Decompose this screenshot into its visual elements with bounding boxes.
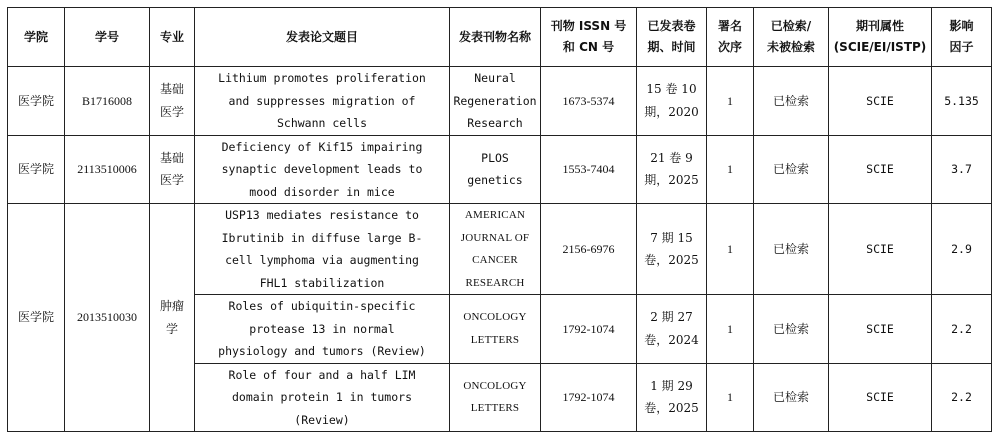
major-cell: 肿瘤 学: [150, 204, 195, 432]
impact-cell: 3.7: [932, 135, 992, 204]
volume-cell: 2 期 27 卷，2024: [637, 295, 707, 364]
journal-cell: Neural Regeneration Research: [450, 67, 541, 136]
issn-cell: 1553-7404: [541, 135, 637, 204]
issn-cell: 1792-1074: [541, 295, 637, 364]
attribute-cell: SCIE: [829, 363, 932, 432]
header-impact-line1: 影响: [949, 19, 974, 33]
paper-title-cell: Lithium promotes proliferation and suppresses migration of Schwann cells: [195, 67, 450, 136]
author-order-cell: 1: [707, 135, 754, 204]
college-cell: 医学院: [8, 135, 65, 204]
attribute-cell: SCIE: [829, 135, 932, 204]
major-cell: 基础 医学: [150, 135, 195, 204]
header-paper-title: 发表论文题目: [195, 8, 450, 67]
issn-cell: 1792-1074: [541, 363, 637, 432]
college-cell: 医学院: [8, 204, 65, 432]
journal-cell: AMERICAN JOURNAL OF CANCER RESEARCH: [450, 204, 541, 295]
header-indexed: [754, 8, 829, 67]
table-row: [8, 67, 992, 136]
student-id-cell: 2013510030: [65, 204, 150, 432]
journal-cell: ONCOLOGY LETTERS: [450, 295, 541, 364]
major-cell: 基础 医学: [150, 67, 195, 136]
impact-cell: 5.135: [932, 67, 992, 136]
author-order-cell: 1: [707, 67, 754, 136]
student-id-cell: B1716008: [65, 67, 150, 136]
header-author-order: [707, 8, 754, 67]
college-cell: 医学院: [8, 67, 65, 136]
header-author-order-line1: 署名: [717, 19, 742, 33]
header-issn-line1: 刊物 ISSN 号: [550, 19, 627, 33]
header-volume-line1: 已发表卷: [647, 19, 696, 33]
paper-title-cell: Roles of ubiquitin-specific protease 13 in normal physiology and tumors (Review): [195, 295, 450, 364]
header-issn-line2: 和 CN 号: [562, 40, 615, 54]
header-impact-line2: 因子: [949, 40, 974, 54]
header-college: 学院: [8, 8, 65, 67]
table-row: [8, 204, 992, 295]
issn-cell: 2156-6976: [541, 204, 637, 295]
volume-cell: 15 卷 10 期，2020: [637, 67, 707, 136]
volume-cell: 7 期 15 卷，2025: [637, 204, 707, 295]
header-row: [8, 8, 992, 67]
header-journal: 发表刊物名称: [450, 8, 541, 67]
attribute-cell: SCIE: [829, 67, 932, 136]
publication-table-wrapper: [7, 7, 992, 432]
indexed-cell: 已检索: [754, 295, 829, 364]
student-id-cell: 2113510006: [65, 135, 150, 204]
impact-cell: 2.9: [932, 204, 992, 295]
paper-title-cell: USP13 mediates resistance to Ibrutinib in diffuse large B- cell lymphoma via augmenting FHL1 stabilization: [195, 204, 450, 295]
header-impact: [932, 8, 992, 67]
indexed-cell: 已检索: [754, 363, 829, 432]
header-issn: [541, 8, 637, 67]
indexed-cell: 已检索: [754, 67, 829, 136]
header-attribute: [829, 8, 932, 67]
header-indexed-line2: 未被检索: [766, 40, 815, 54]
publication-table: [7, 7, 992, 432]
header-author-order-line2: 次序: [717, 40, 742, 54]
volume-cell: 1 期 29 卷，2025: [637, 363, 707, 432]
author-order-cell: 1: [707, 295, 754, 364]
journal-cell: ONCOLOGY LETTERS: [450, 363, 541, 432]
author-order-cell: 1: [707, 363, 754, 432]
paper-title-cell: Role of four and a half LIM domain protein 1 in tumors (Review): [195, 363, 450, 432]
attribute-cell: SCIE: [829, 295, 932, 364]
header-attribute-line1: 期刊属性: [855, 19, 904, 33]
header-attribute-line2: (SCIE/EI/ISTP): [833, 40, 927, 54]
header-volume-line2: 期、时间: [647, 40, 696, 54]
header-major: 专业: [150, 8, 195, 67]
indexed-cell: 已检索: [754, 135, 829, 204]
issn-cell: 1673-5374: [541, 67, 637, 136]
paper-title-cell: Deficiency of Kif15 impairing synaptic development leads to mood disorder in mice: [195, 135, 450, 204]
table-row: [8, 135, 992, 204]
header-indexed-line1: 已检索/: [770, 19, 812, 33]
impact-cell: 2.2: [932, 363, 992, 432]
impact-cell: 2.2: [932, 295, 992, 364]
indexed-cell: 已检索: [754, 204, 829, 295]
journal-cell: PLOS genetics: [450, 135, 541, 204]
attribute-cell: SCIE: [829, 204, 932, 295]
author-order-cell: 1: [707, 204, 754, 295]
header-student-id: 学号: [65, 8, 150, 67]
volume-cell: 21 卷 9 期，2025: [637, 135, 707, 204]
header-volume: [637, 8, 707, 67]
